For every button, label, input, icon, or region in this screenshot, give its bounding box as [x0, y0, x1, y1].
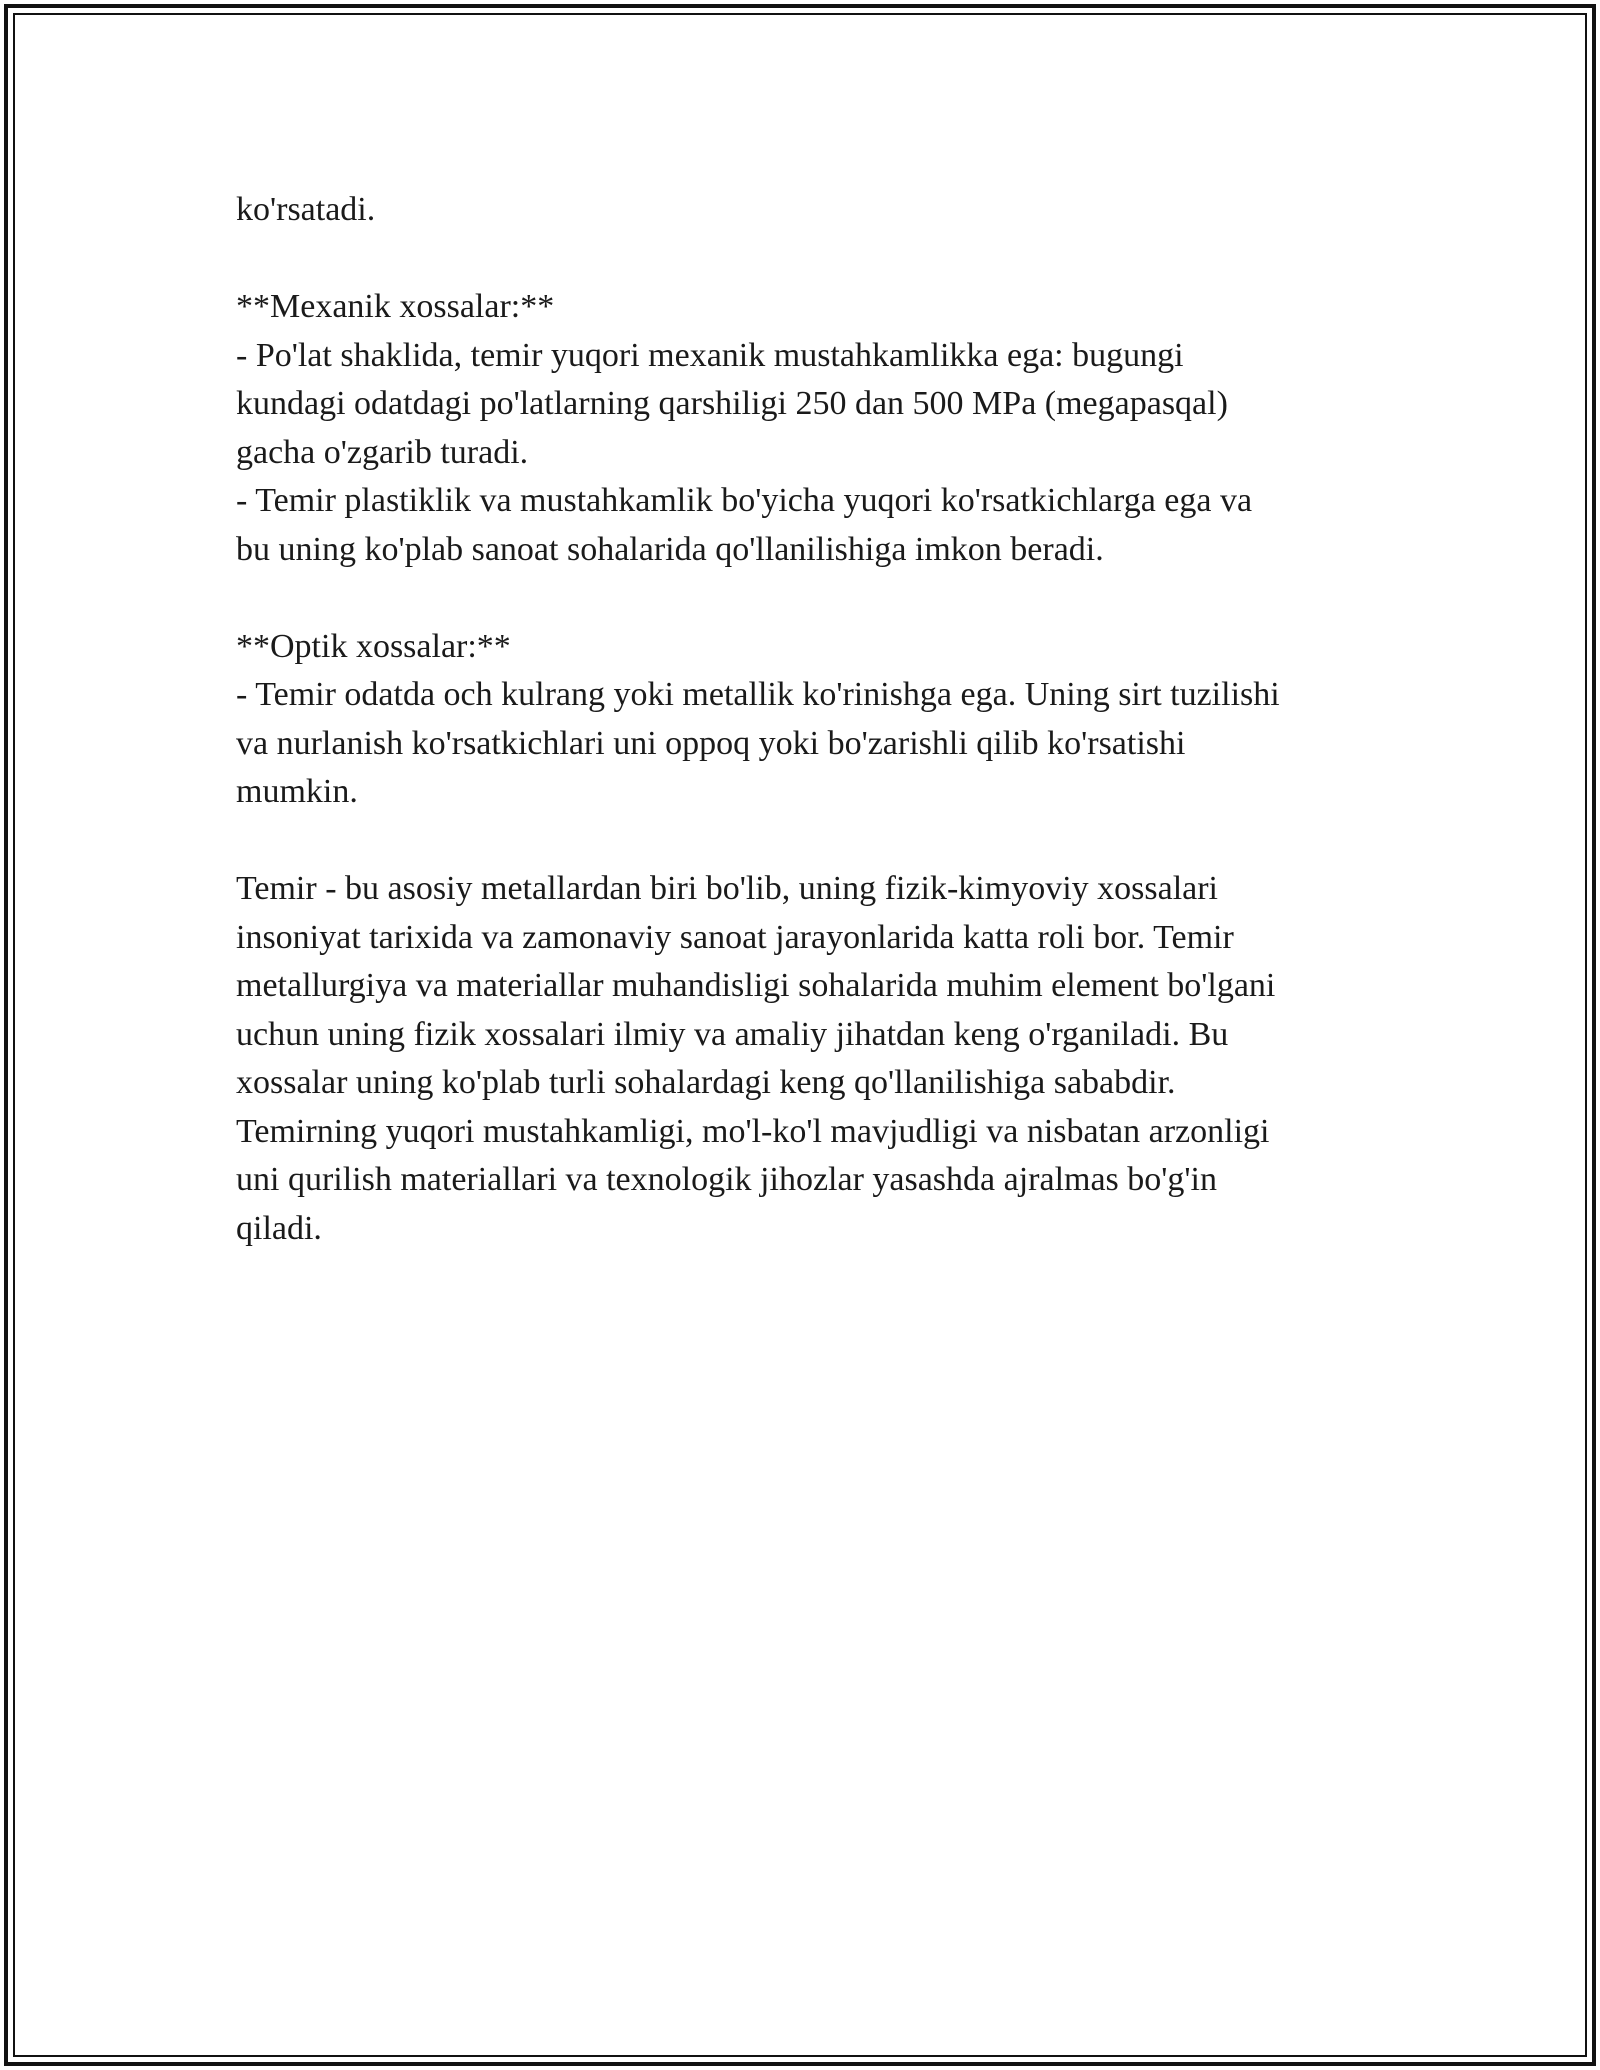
text-line: Temirning yuqori mustahkamligi, mo'l-ko'l mavjudligi va nisbatan arzonligi — [236, 1112, 1270, 1150]
text-line: xossalar uning ko'plab turli sohalardagi keng qo'llanilishiga sababdir. — [236, 1064, 1176, 1101]
text-line: - Temir odatda och kulrang yoki metallik ko'rinishga ega. Uning sirt tuzilishi — [236, 676, 1280, 713]
text-line: Temir - bu asosiy metallardan biri bo'lib, uning fizik-kimyoviy xossalari — [236, 870, 1218, 907]
paragraph-gap — [236, 574, 1386, 623]
text-line: uni qurilish materiallari va texnologik jihozlar yasashda ajralmas bo'g'in — [236, 1161, 1217, 1198]
optical-section — [236, 623, 1386, 817]
paragraph-gap — [236, 817, 1386, 866]
mechanical-heading: **Mexanik xossalar:** — [236, 288, 555, 325]
text-line: gacha o'zgarib turadi. — [236, 433, 529, 471]
text-line: kundagi odatdagi po'latlarning qarshiligi 250 dan 500 MPa (megapasqal) — [236, 385, 1228, 422]
text-line: va nurlanish ko'rsatkichlari uni oppoq yoki bo'zarishli qilib ko'rsatishi — [236, 724, 1186, 762]
text-line: - Temir plastiklik va mustahkamlik bo'yicha yuqori ko'rsatkichlarga ega va — [236, 482, 1253, 519]
text-line: metallurgiya va materiallar muhandisligi sohalarida muhim element bo'lgani — [236, 967, 1276, 1004]
text-line: ko'rsatadi. — [236, 191, 376, 228]
paragraph-gap — [236, 235, 1386, 284]
text-line: insoniyat tarixida va zamonaviy sanoat jarayonlarida katta roli bor. Temir — [236, 918, 1234, 956]
conclusion-paragraph — [236, 865, 1386, 1253]
optical-heading: **Optik xossalar:** — [236, 627, 511, 665]
text-line: uchun uning fizik xossalari ilmiy va amaliy jihatdan keng o'rganiladi. Bu — [236, 1015, 1229, 1053]
intro-paragraph — [236, 186, 1386, 235]
mechanical-section — [236, 283, 1386, 574]
document-body — [236, 186, 1386, 1253]
text-line: mumkin. — [236, 773, 358, 810]
text-line: qiladi. — [236, 1209, 322, 1247]
text-line: - Po'lat shaklida, temir yuqori mexanik mustahkamlikka ega: bugungi — [236, 336, 1184, 374]
text-line: bu uning ko'plab sanoat sohalarida qo'llanilishiga imkon beradi. — [236, 530, 1104, 568]
